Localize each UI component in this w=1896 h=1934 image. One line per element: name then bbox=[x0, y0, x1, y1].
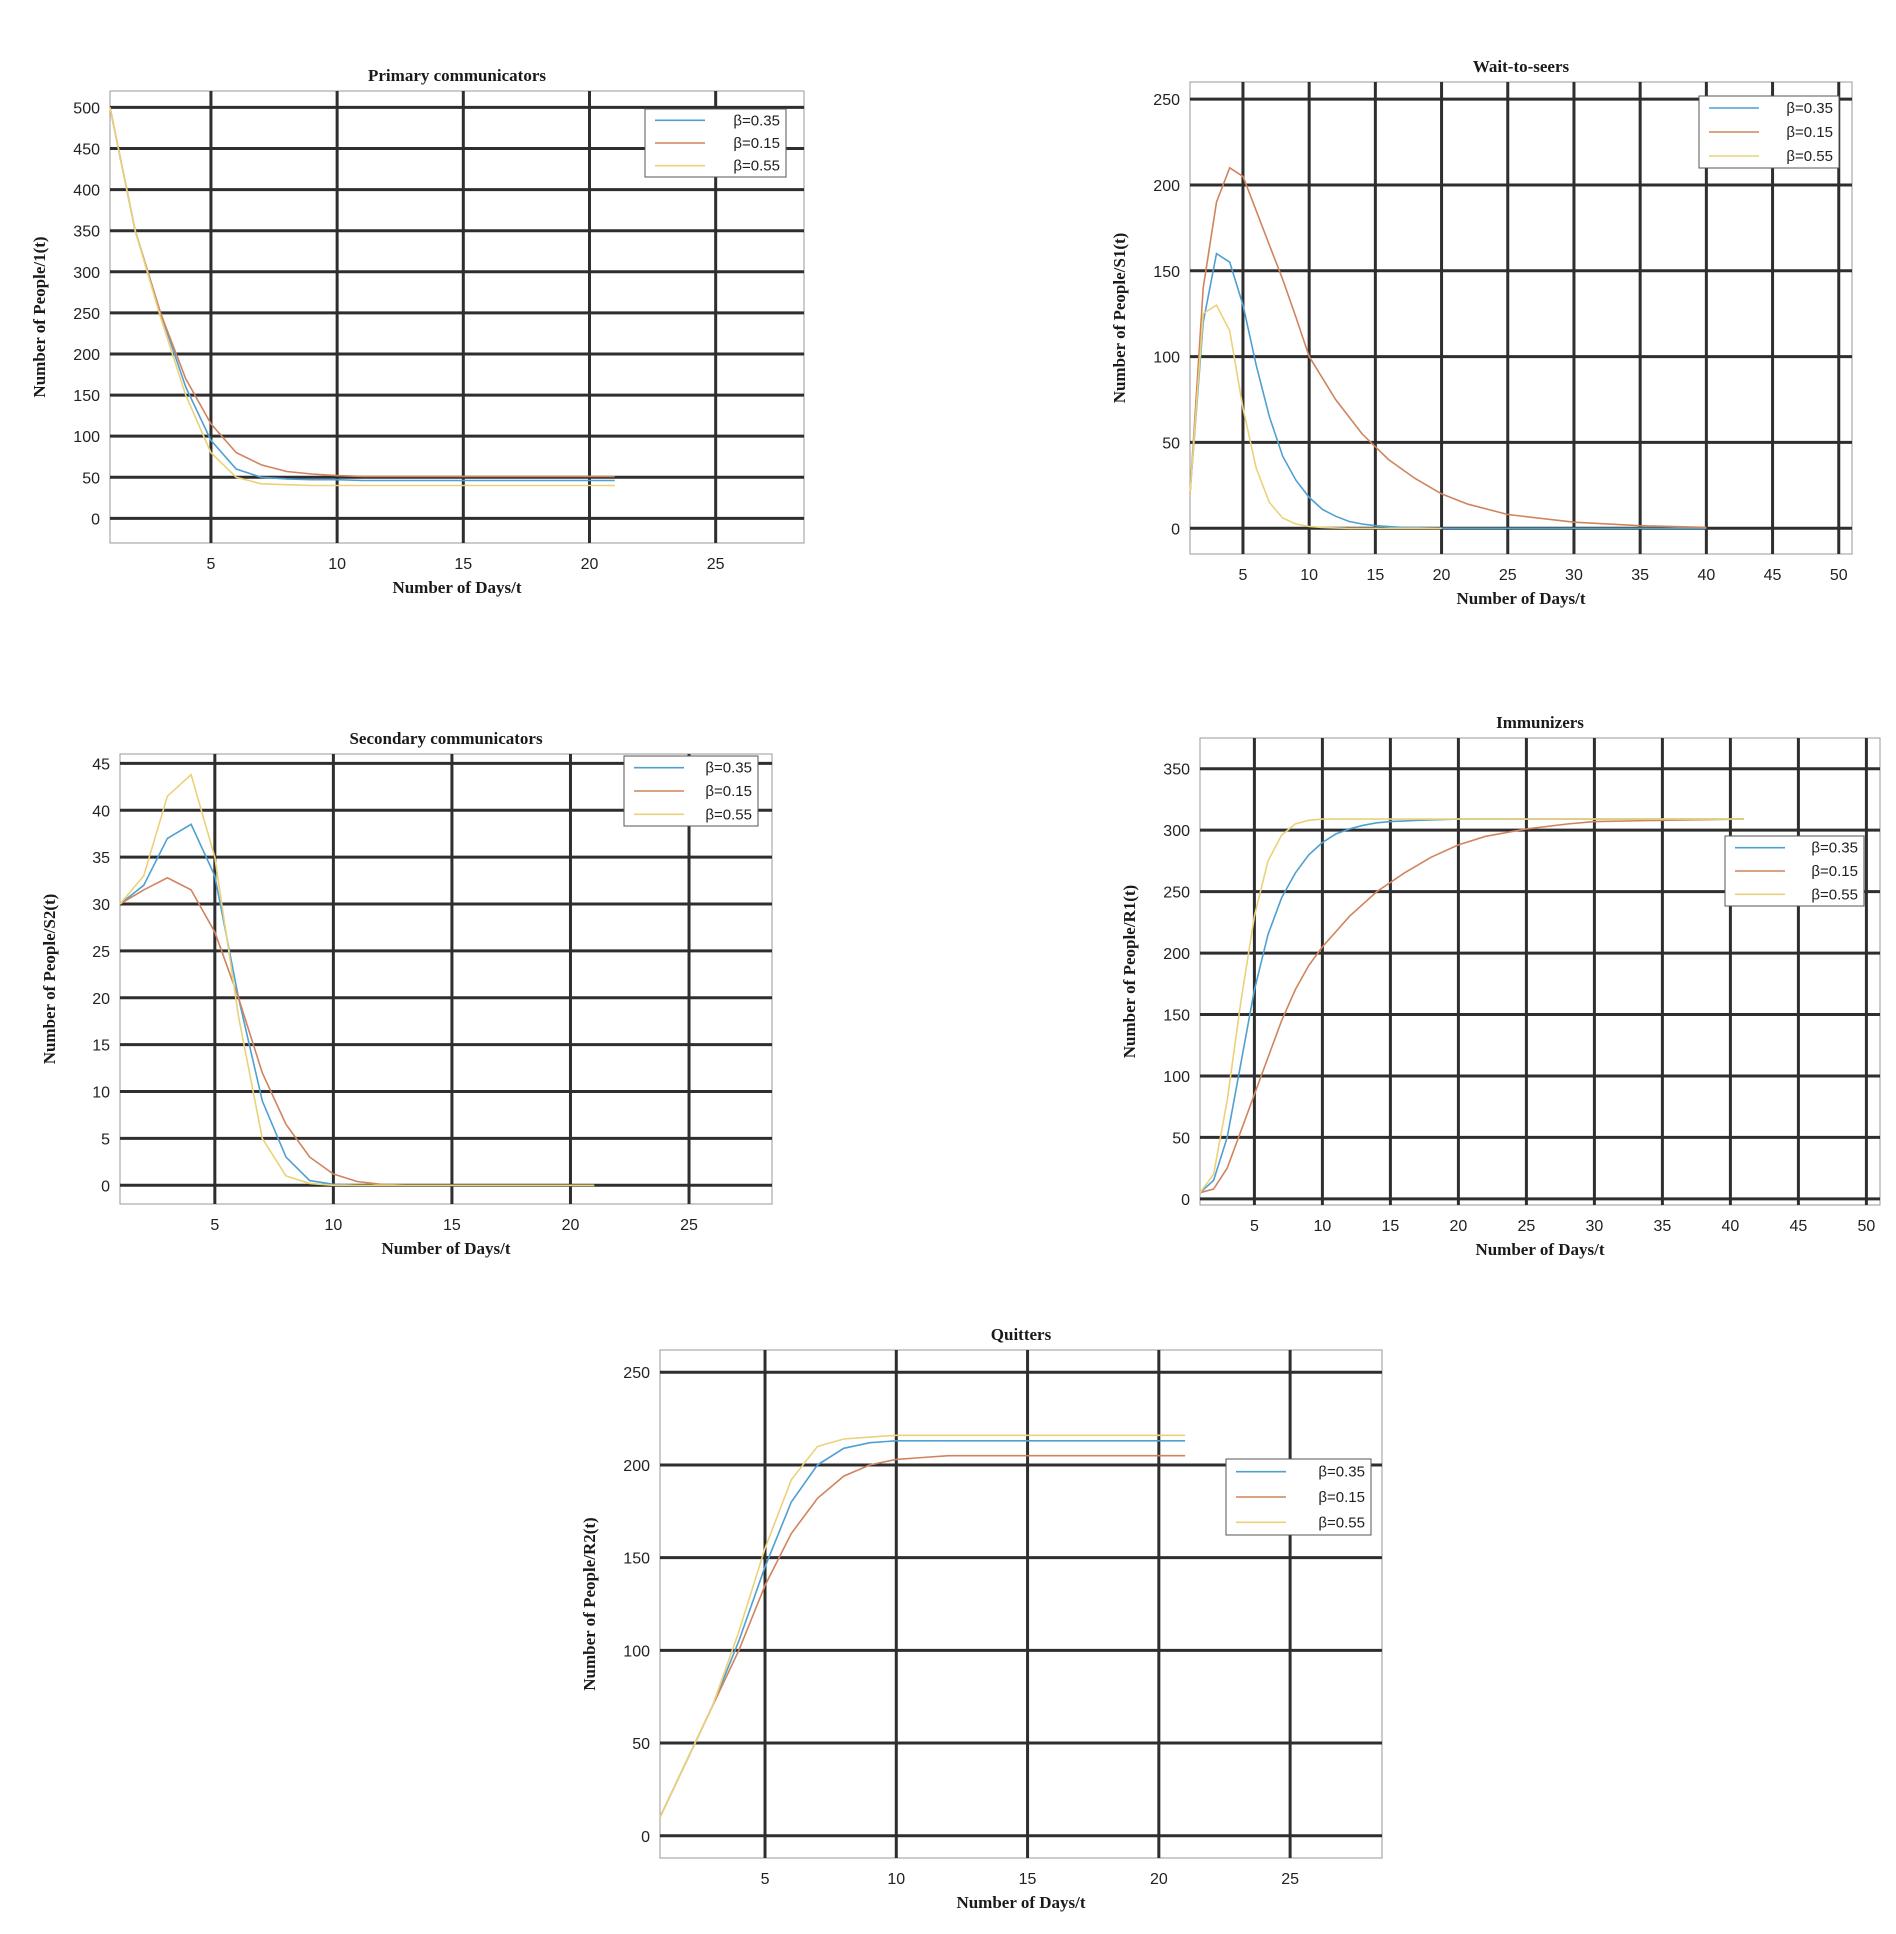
legend-entry-1: β=0.35 bbox=[1811, 839, 1858, 857]
y-tick-label: 250 bbox=[1153, 92, 1180, 110]
y-tick-label: 45 bbox=[92, 756, 110, 774]
x-tick-label: 5 bbox=[210, 1217, 220, 1234]
y-tick-label: 50 bbox=[1172, 1130, 1190, 1148]
legend-entry-1: β=0.35 bbox=[1786, 100, 1833, 117]
y-tick-label: 0 bbox=[641, 1828, 650, 1846]
x-axis-label: Number of Days/t bbox=[392, 578, 522, 597]
y-tick-label: 500 bbox=[73, 100, 100, 118]
y-tick-label: 0 bbox=[1171, 521, 1180, 539]
x-tick-label: 5 bbox=[760, 1871, 770, 1888]
y-tick-label: 250 bbox=[1163, 884, 1190, 902]
legend bbox=[1226, 1459, 1371, 1535]
chart-title: Primary communicators bbox=[368, 66, 546, 85]
legend-entry-2: β=0.15 bbox=[1786, 124, 1833, 141]
x-axis-label: Number of Days/t bbox=[956, 1893, 1086, 1912]
legend-entry-3: β=0.55 bbox=[733, 157, 780, 175]
x-tick-label: 10 bbox=[887, 1871, 906, 1888]
plot-area bbox=[1200, 738, 1880, 1205]
y-tick-label: 100 bbox=[1163, 1068, 1190, 1086]
x-tick-label: 15 bbox=[454, 556, 473, 573]
x-axis-label: Number of Days/t bbox=[1475, 1240, 1605, 1259]
x-tick-label: 30 bbox=[1565, 567, 1583, 584]
x-tick-label: 20 bbox=[561, 1217, 580, 1234]
x-tick-label: 15 bbox=[1366, 567, 1385, 584]
x-tick-label: 10 bbox=[1300, 567, 1319, 584]
y-tick-label: 150 bbox=[1163, 1007, 1190, 1025]
legend-entry-3: β=0.55 bbox=[1811, 886, 1858, 904]
x-tick-label: 40 bbox=[1721, 1218, 1740, 1235]
x-tick-label: 30 bbox=[1585, 1218, 1604, 1235]
y-tick-label: 250 bbox=[73, 305, 100, 323]
x-tick-label: 40 bbox=[1697, 567, 1716, 584]
x-tick-label: 35 bbox=[1653, 1218, 1672, 1235]
y-tick-label: 200 bbox=[73, 346, 100, 364]
y-tick-label: 200 bbox=[623, 1457, 650, 1475]
y-tick-label: 35 bbox=[92, 850, 110, 868]
y-tick-label: 50 bbox=[1162, 435, 1180, 453]
x-tick-label: 50 bbox=[1829, 567, 1848, 584]
y-tick-label: 50 bbox=[632, 1736, 650, 1754]
y-axis-label: Number of People/S2(t) bbox=[40, 893, 59, 1065]
y-tick-label: 0 bbox=[101, 1178, 110, 1196]
legend bbox=[1699, 96, 1839, 168]
legend-entry-1: β=0.35 bbox=[705, 759, 752, 777]
y-tick-label: 100 bbox=[73, 429, 100, 447]
y-tick-label: 150 bbox=[1153, 263, 1180, 281]
y-tick-label: 150 bbox=[623, 1550, 650, 1568]
legend-entry-3: β=0.55 bbox=[1318, 1514, 1365, 1532]
y-tick-label: 200 bbox=[1163, 946, 1190, 964]
chart-panel-4 bbox=[1120, 713, 1880, 1259]
x-tick-label: 20 bbox=[1449, 1218, 1468, 1235]
y-tick-label: 5 bbox=[101, 1131, 110, 1149]
x-tick-label: 45 bbox=[1789, 1218, 1808, 1235]
y-tick-label: 0 bbox=[1181, 1191, 1190, 1209]
y-tick-label: 300 bbox=[1163, 823, 1190, 841]
y-tick-label: 30 bbox=[92, 897, 110, 914]
y-tick-label: 200 bbox=[1153, 177, 1180, 195]
chart-panel-5 bbox=[580, 1325, 1382, 1912]
legend-entry-1: β=0.35 bbox=[733, 112, 780, 130]
x-tick-label: 10 bbox=[324, 1217, 343, 1234]
x-axis-label: Number of Days/t bbox=[381, 1239, 511, 1258]
y-tick-label: 150 bbox=[73, 388, 100, 406]
x-tick-label: 25 bbox=[680, 1217, 698, 1234]
legend-entry-2: β=0.15 bbox=[1811, 863, 1858, 880]
chart-title: Quitters bbox=[990, 1325, 1052, 1344]
x-tick-label: 5 bbox=[1238, 567, 1248, 584]
x-tick-label: 5 bbox=[1249, 1218, 1259, 1235]
y-tick-label: 0 bbox=[91, 511, 100, 529]
x-tick-label: 25 bbox=[1281, 1871, 1300, 1888]
plot-area bbox=[660, 1350, 1382, 1858]
chart-title: Wait-to-seers bbox=[1472, 57, 1570, 76]
y-tick-label: 100 bbox=[623, 1643, 650, 1661]
x-tick-label: 15 bbox=[1381, 1218, 1400, 1235]
y-tick-label: 25 bbox=[92, 943, 110, 961]
legend-entry-3: β=0.55 bbox=[705, 806, 752, 824]
y-tick-label: 40 bbox=[92, 803, 110, 821]
x-tick-label: 5 bbox=[206, 556, 216, 573]
legend-entry-3: β=0.55 bbox=[1786, 148, 1833, 165]
chart-panel-3 bbox=[40, 729, 772, 1258]
legend bbox=[1725, 836, 1864, 906]
x-tick-label: 10 bbox=[1313, 1218, 1332, 1235]
y-tick-label: 15 bbox=[92, 1037, 110, 1055]
x-tick-label: 15 bbox=[443, 1217, 461, 1234]
x-tick-label: 35 bbox=[1631, 567, 1650, 584]
x-tick-label: 45 bbox=[1763, 567, 1782, 584]
y-tick-label: 10 bbox=[92, 1084, 110, 1102]
legend-entry-2: β=0.15 bbox=[705, 783, 752, 800]
y-axis-label: Number of People/R2(t) bbox=[580, 1517, 599, 1691]
x-tick-label: 15 bbox=[1018, 1871, 1037, 1888]
x-tick-label: 20 bbox=[1149, 1871, 1168, 1888]
y-tick-label: 50 bbox=[82, 470, 100, 488]
y-tick-label: 250 bbox=[623, 1365, 650, 1383]
y-tick-label: 450 bbox=[73, 141, 100, 159]
y-tick-label: 300 bbox=[73, 264, 100, 282]
y-tick-label: 20 bbox=[92, 990, 110, 1008]
x-axis-label: Number of Days/t bbox=[1456, 589, 1586, 608]
y-axis-label: Number of People/1(t) bbox=[30, 236, 49, 398]
chart-title: Immunizers bbox=[1496, 713, 1584, 732]
x-tick-label: 10 bbox=[328, 556, 347, 573]
chart-panel-2 bbox=[1110, 57, 1852, 608]
y-tick-label: 400 bbox=[73, 182, 100, 200]
chart-panel-1 bbox=[30, 66, 804, 597]
legend bbox=[645, 109, 786, 177]
x-tick-label: 20 bbox=[580, 556, 599, 573]
legend bbox=[624, 756, 758, 826]
x-tick-label: 20 bbox=[1432, 567, 1451, 584]
legend-entry-2: β=0.15 bbox=[733, 135, 780, 152]
y-axis-label: Number of People/R1(t) bbox=[1120, 884, 1139, 1059]
legend-entry-1: β=0.35 bbox=[1318, 1463, 1365, 1481]
legend-entry-2: β=0.15 bbox=[1318, 1489, 1365, 1506]
y-axis-label: Number of People/S1(t) bbox=[1110, 232, 1129, 404]
x-tick-label: 50 bbox=[1857, 1218, 1876, 1235]
y-tick-label: 100 bbox=[1153, 349, 1180, 367]
y-tick-label: 350 bbox=[1163, 761, 1190, 779]
y-tick-label: 350 bbox=[73, 223, 100, 241]
x-tick-label: 25 bbox=[1498, 567, 1517, 584]
x-tick-label: 25 bbox=[1517, 1218, 1536, 1235]
chart-title: Secondary communicators bbox=[349, 729, 543, 748]
x-tick-label: 25 bbox=[706, 556, 725, 573]
